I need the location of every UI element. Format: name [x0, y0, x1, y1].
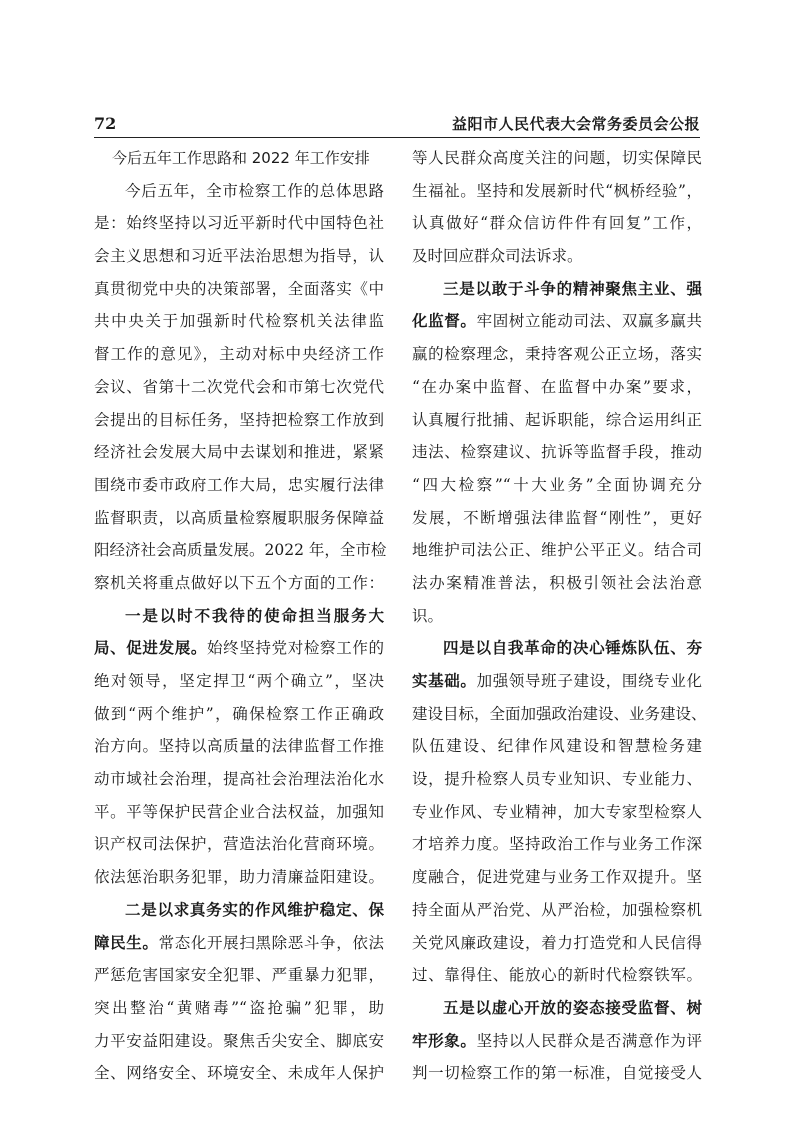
point-heading-tail: 牢形象。: [412, 1031, 477, 1050]
text-line: 违法、检察建议、抗诉等监督手段，推动: [412, 443, 702, 462]
journal-title: 益阳市人民代表大会常务委员会公报: [451, 115, 700, 133]
text-line: 真贯彻党中央的决策部署，全面落实《中: [94, 279, 384, 298]
text-line: 才培养力度。坚持政治工作与业务工作深: [412, 835, 702, 854]
text-line: 治方向。坚持以高质量的法律监督工作推: [94, 737, 384, 756]
text-line: 严惩危害国家安全犯罪、严重暴力犯罪，: [94, 966, 384, 985]
text-line: 及时回应群众司法诉求。: [412, 247, 583, 266]
text-segment: 始终坚持党对检察工作的: [207, 639, 384, 658]
text-line: 围绕市委市政府工作大局，忠实履行法律: [94, 475, 384, 494]
text-line: 队伍建设、纪律作风建设和智慧检务建: [412, 737, 702, 756]
point-four-paragraph: [412, 632, 707, 992]
text-line: 赢的检察理念，秉持客观公正立场，落实: [412, 345, 702, 364]
point-heading: 四是以自我革命的决心锤炼队伍、夯: [443, 639, 702, 658]
text-line: [412, 1025, 702, 1058]
text-line: 共中央关于加强新时代检察机关法律监: [94, 312, 384, 331]
text-line: 关党风廉政建设，着力打造党和人民信得: [412, 933, 702, 952]
point-heading: 二是以求真务实的作风维护稳定、保: [125, 900, 384, 919]
point-heading-tail: 局、促进发展。: [94, 639, 208, 658]
intro-paragraph: [94, 175, 387, 600]
text-line: 阳经济社会高质量发展。2022 年，全市检: [94, 541, 387, 560]
point-five-paragraph: [412, 992, 702, 1090]
text-segment: 加强领导班子建设，围绕专业化: [476, 672, 702, 690]
text-line: 力平安益阳建设。聚焦舌尖安全、脚底安: [94, 1031, 384, 1050]
text-line: 等人民群众高度关注的问题，切实保障民: [412, 149, 702, 167]
text-line: 生福祉。坚持和发展新时代“枫桥经验”，: [412, 181, 702, 200]
point-three-paragraph: [412, 273, 702, 633]
point-two-paragraph: [94, 894, 384, 1090]
point-heading-tail: 化监督。: [412, 312, 477, 331]
text-segment: 常态化开展扫黑除恶斗争，依法: [158, 933, 384, 952]
text-line: 会议、省第十二次党代会和市第七次党代: [94, 377, 384, 396]
header-rule: [94, 137, 700, 138]
text-line: 全、网络安全、环境安全、未成年人保护: [94, 1064, 384, 1083]
point-heading: 五是以虚心开放的姿态接受监督、树: [443, 998, 702, 1017]
text-line: 过、靠得住、能放心的新时代检察铁军。: [412, 966, 702, 985]
text-line: 动市域社会治理，提高社会治理法治化水: [94, 770, 384, 789]
text-line: 认真做好“群众信访件件有回复”工作，: [412, 214, 702, 233]
text-line: 督工作的意见》，主动对标中央经济工作: [94, 345, 384, 364]
text-line: “在办案中监督、在监督中办案”要求，: [412, 377, 702, 396]
text-line: 度融合，促进党建与业务工作双提升。坚: [412, 868, 702, 887]
text-segment: 牢固树立能动司法、双赢多赢共: [476, 312, 702, 331]
point-heading: 一是以时不我待的使命担当服务大: [125, 606, 384, 625]
text-line: 判一切检察工作的第一标准，自觉接受人: [412, 1064, 702, 1083]
text-line: [94, 927, 384, 960]
left-column: [94, 142, 387, 1083]
section-subheading: 今后五年工作思路和 2022 年工作安排: [112, 149, 370, 167]
text-line: 设，提升检察人员专业知识、专业能力、: [412, 770, 702, 789]
text-line: 会主义思想和习近平法治思想为指导，认: [94, 247, 384, 266]
text-line: [412, 305, 702, 338]
right-column: [412, 142, 707, 1083]
text-line: “四大检察”“十大业务”全面协调充分: [412, 475, 702, 494]
text-line: 平。平等保护民营企业合法权益，加强知: [94, 802, 384, 821]
text-line: 发展，不断增强法律监督“刚性”，更好: [412, 508, 702, 527]
text-line: 察机关将重点做好以下五个方面的工作：: [94, 573, 384, 592]
text-line: 监督职责，以高质量检察履职服务保障益: [94, 508, 384, 527]
text-line: 识。: [412, 606, 444, 625]
text-segment: 坚持以人民群众是否满意作为评: [476, 1031, 702, 1050]
point-heading: 三是以敢于斗争的精神聚焦主业、强: [443, 279, 702, 298]
text-line: 绝对领导，坚定捍卫“两个确立”，坚决: [94, 672, 384, 690]
text-line: 突出整治“黄赌毒”“盗抢骗”犯罪，助: [94, 998, 384, 1017]
text-line: 建设目标，全面加强政治建设、业务建设、: [412, 704, 707, 723]
text-line: [412, 665, 702, 698]
text-line: 识产权司法保护，营造法治化营商环境。: [94, 835, 384, 854]
text-line: 地维护司法公正、维护公平正义。结合司: [412, 541, 702, 560]
text-line: 是：始终坚持以习近平新时代中国特色社: [94, 214, 384, 233]
text-line: 会提出的目标任务，坚持把检察工作放到: [94, 410, 384, 429]
text-line: 持全面从严治党、从严治检，加强检察机: [412, 900, 702, 919]
text-line: [94, 632, 384, 665]
text-line: 依法惩治职务犯罪，助力清廉益阳建设。: [94, 868, 384, 887]
text-line: 今后五年，全市检察工作的总体思路: [125, 181, 384, 200]
point-heading-tail: 实基础。: [412, 672, 477, 690]
text-line: 认真履行批捕、起诉职能，综合运用纠正: [412, 410, 702, 429]
point-one-paragraph: [94, 600, 384, 894]
text-line: 做到“两个维护”，确保检察工作正确政: [94, 704, 384, 723]
page-number: 72: [94, 114, 117, 133]
text-line: 法办案精准普法，积极引领社会法治意: [412, 573, 702, 592]
continuation-paragraph: [412, 142, 702, 273]
text-line: 专业作风、专业精神，加大专家型检察人: [412, 802, 702, 821]
page-header: [94, 114, 700, 136]
text-line: 经济社会发展大局中去谋划和推进，紧紧: [94, 443, 384, 462]
point-heading-tail: 障民生。: [94, 933, 159, 952]
